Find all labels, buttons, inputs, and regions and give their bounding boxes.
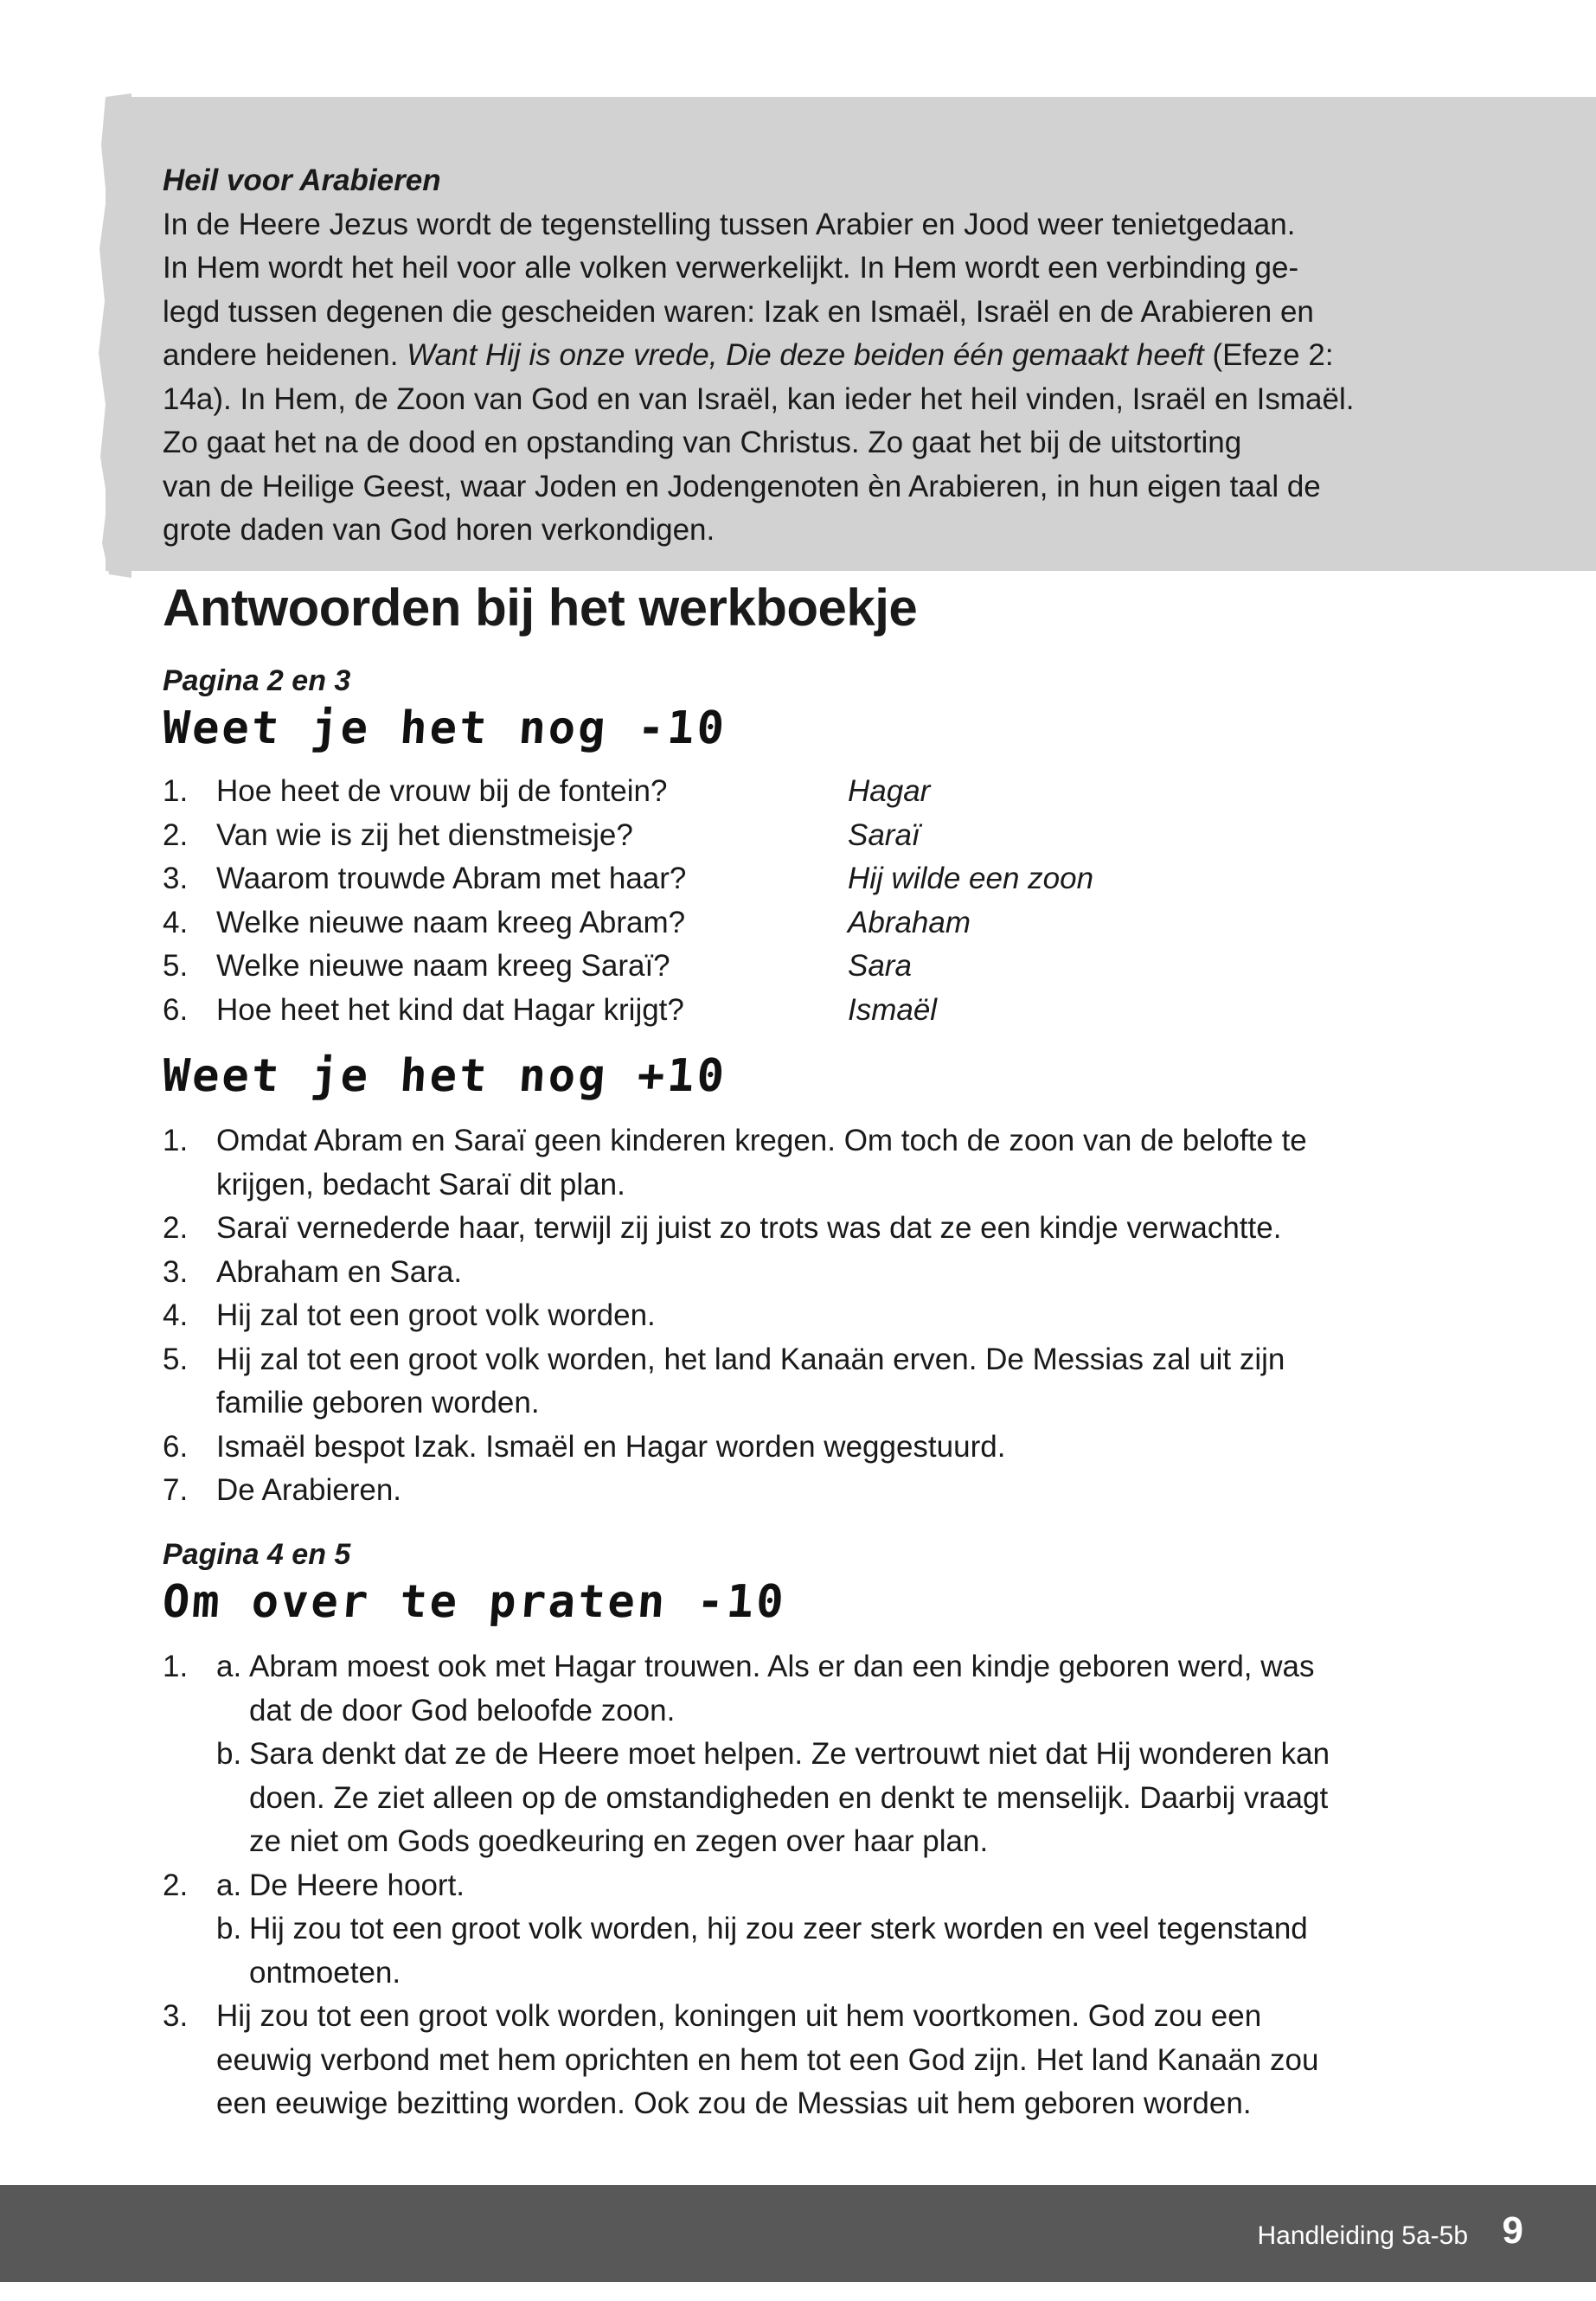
- intro-line: grote daden van God horen verkondigen.: [163, 513, 715, 547]
- qa-question: Welke nieuwe naam kreeg Abram?: [216, 905, 686, 939]
- answer-line: Saraï vernederde haar, terwijl zij juist zo trots was dat ze een kindje verwachtte.: [216, 1211, 1282, 1245]
- qa-question: Waarom trouwde Abram met haar?: [216, 862, 687, 895]
- answer-item: [163, 1294, 1443, 1338]
- bible-quote: Want Hij is onze vrede, Die deze beiden één gemaakt heeft: [407, 338, 1204, 372]
- answer-number: 5.: [163, 1342, 189, 1376]
- section-title-om-over-te-praten: Om over te praten -10: [160, 1576, 788, 1628]
- intro-title: Heil voor Arabieren: [163, 163, 441, 197]
- answer-item: [163, 1426, 1443, 1470]
- qa-question: Hoe heet de vrouw bij de fontein?: [216, 774, 668, 808]
- qa-row: [163, 770, 1460, 814]
- qa-number: 2.: [163, 817, 189, 852]
- answer-item: [163, 1995, 1443, 2126]
- sub-letter: b.: [216, 1912, 242, 1945]
- qa-row: [163, 945, 1460, 989]
- answer-number: 7.: [163, 1473, 189, 1507]
- answer-line: ontmoeten.: [249, 1955, 401, 1990]
- qa-number: 6.: [163, 992, 189, 1027]
- qa-list: [163, 770, 1460, 1032]
- qa-question: Hoe heet het kind dat Hagar krijgt?: [216, 992, 684, 1027]
- answer-line: Hij zal tot een groot volk worden.: [216, 1298, 656, 1332]
- answer-line: krijgen, bedacht Saraï dit plan.: [216, 1167, 625, 1202]
- intro-line: In de Heere Jezus wordt de tegenstelling tussen Arabier en Jood weer tenietgedaan.: [163, 207, 1296, 241]
- answer-line: dat de door God beloofde zoon.: [249, 1693, 676, 1727]
- answer-line: een eeuwige bezitting worden. Ook zou de Messias uit hem geboren worden.: [216, 2086, 1252, 2120]
- qa-row: [163, 857, 1460, 901]
- answer-number: 1.: [163, 1650, 189, 1683]
- page-label-4-5: Pagina 4 en 5: [163, 1538, 351, 1571]
- qa-answer: Saraï: [848, 817, 920, 852]
- answer-list-plus10: [163, 1119, 1443, 1513]
- answer-item: [163, 1119, 1443, 1207]
- answer-line: Sara denkt dat ze de Heere moet helpen. Ze vertrouwt niet dat Hij wonderen kan: [249, 1737, 1330, 1771]
- answer-number: 4.: [163, 1298, 189, 1332]
- sub-answer: [216, 1907, 1443, 1995]
- sub-answer: [216, 1733, 1443, 1864]
- sub-letter: a.: [216, 1650, 242, 1683]
- qa-question: Welke nieuwe naam kreeg Saraï?: [216, 949, 670, 983]
- answer-line: Hij zou tot een groot volk worden, hij zou zeer sterk worden en veel tegenstand: [249, 1912, 1308, 1945]
- page-number: 9: [1502, 2209, 1523, 2252]
- answer-line: doen. Ze ziet alleen op de omstandigheden en denkt te menselijk. Daarbij vraagt: [249, 1780, 1329, 1815]
- intro-text-block: [163, 159, 1460, 553]
- answer-line: Hij zou tot een groot volk worden, koningen uit hem voortkomen. God zou een: [216, 1999, 1262, 2033]
- qa-answer: Abraham: [848, 905, 971, 939]
- torn-edge-decoration: [97, 93, 131, 578]
- answer-line: De Arabieren.: [216, 1473, 402, 1507]
- answer-item: [163, 1251, 1443, 1295]
- intro-line: 14a). In Hem, de Zoon van God en van Israël, kan ieder het heil vinden, Israël en Ismaël.: [163, 381, 1355, 416]
- qa-number: 5.: [163, 949, 189, 983]
- section-title-weet-min10: Weet je het nog -10: [160, 702, 728, 754]
- answer-item: [163, 1645, 1443, 1864]
- intro-line: legd tussen degenen die gescheiden waren: Izak en Ismaël, Israël en de Arabieren en: [163, 294, 1314, 329]
- intro-line: In Hem wordt het heil voor alle volken verwerkelijkt. In Hem wordt een verbinding ge-: [163, 251, 1299, 285]
- answer-number: 2.: [163, 1211, 189, 1245]
- qa-number: 1.: [163, 774, 189, 808]
- answer-item: [163, 1207, 1443, 1251]
- answer-number: 3.: [163, 1254, 189, 1289]
- answer-line: Abraham en Sara.: [216, 1254, 463, 1289]
- qa-number: 4.: [163, 905, 189, 939]
- answer-line: Abram moest ook met Hagar trouwen. Als er dan een kindje geboren werd, was: [249, 1650, 1315, 1683]
- footer-title: Handleiding 5a-5b: [1257, 2221, 1468, 2250]
- page-label-2-3: Pagina 2 en 3: [163, 664, 351, 697]
- answer-number: 2.: [163, 1868, 189, 1902]
- answer-line: Omdat Abram en Saraï geen kinderen kregen. Om toch de zoon van de belofte te: [216, 1124, 1307, 1157]
- intro-line-text: andere heidenen.: [163, 338, 407, 372]
- intro-line: Zo gaat het na de dood en opstanding van Christus. Zo gaat het bij de uitstorting: [163, 426, 1242, 459]
- answer-list-praten: [163, 1645, 1443, 2126]
- answer-line: familie geboren worden.: [216, 1386, 540, 1420]
- qa-number: 3.: [163, 862, 189, 895]
- answer-item: [163, 1469, 1443, 1513]
- qa-answer: Hagar: [848, 774, 931, 808]
- qa-question: Van wie is zij het dienstmeisje?: [216, 817, 633, 852]
- sub-letter: b.: [216, 1737, 242, 1771]
- answer-item: [163, 1338, 1443, 1426]
- answer-number: 1.: [163, 1124, 189, 1157]
- qa-row: [163, 989, 1460, 1033]
- answer-line: ze niet om Gods goedkeuring en zegen over haar plan.: [249, 1824, 989, 1858]
- qa-answer: Hij wilde een zoon: [848, 862, 1094, 895]
- answer-number: 6.: [163, 1429, 189, 1464]
- section-title-weet-plus10: Weet je het nog +10: [160, 1050, 728, 1102]
- qa-answer: Ismaël: [848, 992, 938, 1027]
- answer-number: 3.: [163, 1999, 189, 2033]
- qa-row: [163, 814, 1460, 858]
- sub-letter: a.: [216, 1868, 242, 1902]
- intro-line: [163, 334, 1460, 378]
- page-heading: Antwoorden bij het werkboekje: [163, 579, 918, 637]
- qa-answer: Sara: [848, 949, 912, 983]
- intro-line-text: (Efeze 2:: [1203, 338, 1334, 372]
- answer-line: eeuwig verbond met hem oprichten en hem tot een God zijn. Het land Kanaän zou: [216, 2042, 1319, 2077]
- answer-line: De Heere hoort.: [249, 1868, 465, 1902]
- qa-row: [163, 901, 1460, 945]
- answer-item: [163, 1864, 1443, 1996]
- intro-line: van de Heilige Geest, waar Joden en Jodengenoten èn Arabieren, in hun eigen taal de: [163, 469, 1321, 503]
- sub-answer: [216, 1864, 1443, 1908]
- answer-line: Hij zal tot een groot volk worden, het land Kanaän erven. De Messias zal uit zijn: [216, 1342, 1285, 1376]
- answer-line: Ismaël bespot Izak. Ismaël en Hagar worden weggestuurd.: [216, 1429, 1006, 1464]
- sub-answer: [216, 1645, 1443, 1733]
